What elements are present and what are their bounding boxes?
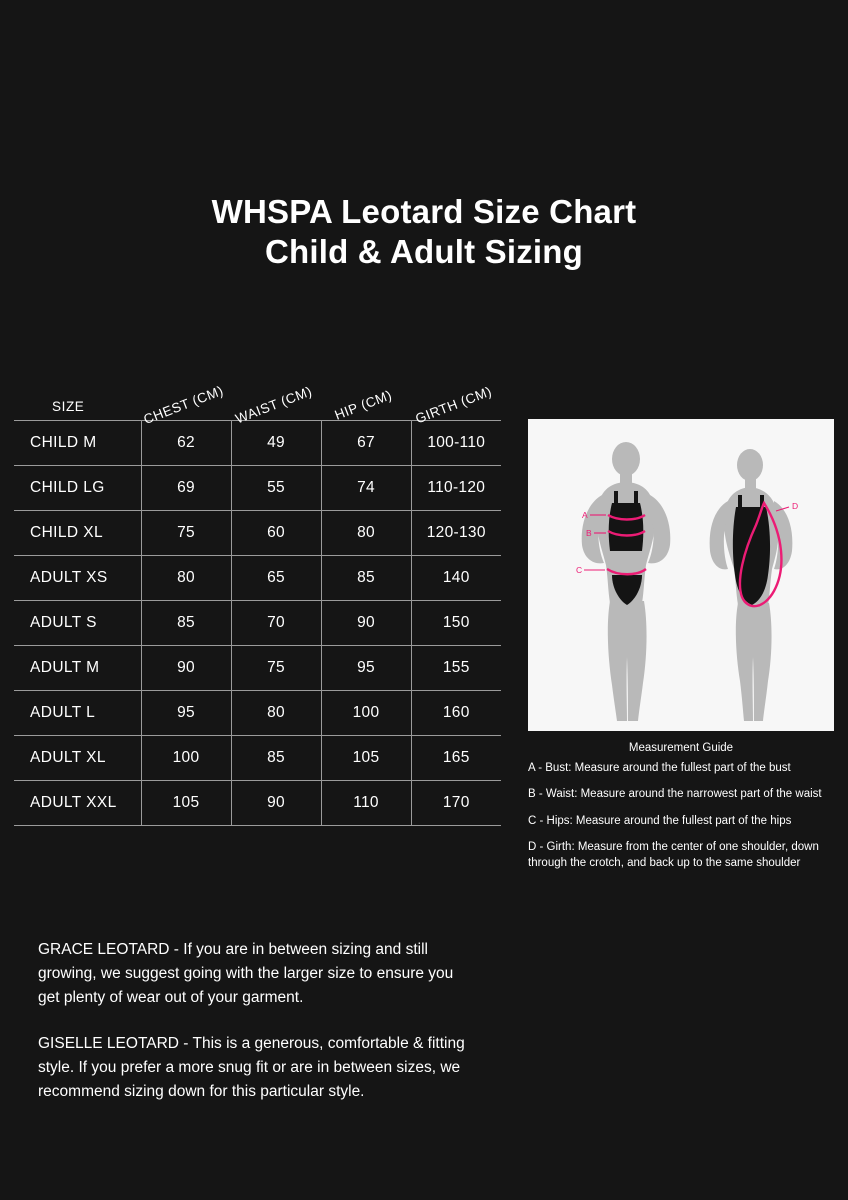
cell-hip: 110 (321, 780, 411, 825)
cell-size: ADULT XL (14, 735, 141, 780)
measurement-guide-list (528, 760, 840, 882)
column-header-chest: CHEST (CM) (141, 382, 226, 427)
size-table-body (14, 420, 501, 825)
label-d: D (792, 501, 799, 511)
cell-girth: 150 (411, 600, 501, 645)
measurement-guide-caption: Measurement Guide (628, 742, 734, 754)
cell-chest: 105 (141, 780, 231, 825)
label-a: A (582, 510, 588, 520)
cell-chest: 69 (141, 465, 231, 510)
cell-waist: 65 (231, 555, 321, 600)
cell-girth: 155 (411, 645, 501, 690)
table-row (14, 555, 501, 600)
cell-waist: 55 (231, 465, 321, 510)
cell-girth: 100-110 (411, 420, 501, 465)
cell-chest: 90 (141, 645, 231, 690)
size-table-header (14, 358, 501, 427)
cell-girth: 120-130 (411, 510, 501, 555)
cell-hip: 67 (321, 420, 411, 465)
cell-size: ADULT S (14, 600, 141, 645)
cell-size: ADULT XS (14, 555, 141, 600)
guide-figures-svg (528, 419, 834, 731)
guide-item-hips: C - Hips: Measure around the fullest part of the hips (528, 814, 792, 827)
cell-hip: 74 (321, 465, 411, 510)
cell-chest: 80 (141, 555, 231, 600)
column-header-girth: GIRTH (CM) (413, 383, 494, 426)
cell-size: CHILD LG (14, 465, 141, 510)
cell-hip: 100 (321, 690, 411, 735)
cell-size: ADULT L (14, 690, 141, 735)
cell-waist: 85 (231, 735, 321, 780)
cell-girth: 165 (411, 735, 501, 780)
guide-item-girth: D - Girth: Measure from the center of one shoulder, down through the crotch, and back up to the same shoulder (528, 840, 819, 870)
table-row (14, 465, 501, 510)
cell-girth: 140 (411, 555, 501, 600)
cell-girth: 110-120 (411, 465, 501, 510)
cell-chest: 95 (141, 690, 231, 735)
cell-waist: 70 (231, 600, 321, 645)
cell-chest: 85 (141, 600, 231, 645)
cell-size: CHILD M (14, 420, 141, 465)
cell-girth: 160 (411, 690, 501, 735)
page-title-line-2: Child & Adult Sizing (264, 233, 584, 271)
cell-chest: 62 (141, 420, 231, 465)
cell-hip: 105 (321, 735, 411, 780)
table-row (14, 690, 501, 735)
note-giselle-leotard: GISELLE LEOTARD - This is a generous, comfortable & fitting style. If you prefer a more snug fit or are in between sizes, we recommend sizing down for this particular style. (38, 1035, 465, 1101)
table-header-row (14, 358, 501, 420)
cell-hip: 80 (321, 510, 411, 555)
cell-hip: 90 (321, 600, 411, 645)
cell-chest: 100 (141, 735, 231, 780)
cell-waist: 75 (231, 645, 321, 690)
cell-girth: 170 (411, 780, 501, 825)
cell-hip: 95 (321, 645, 411, 690)
note-grace-leotard: GRACE LEOTARD - If you are in between sizing and still growing, we suggest going with the larger size to ensure you get plenty of wear out of your garment. (38, 941, 454, 1007)
cell-waist: 49 (231, 420, 321, 465)
cell-waist: 90 (231, 780, 321, 825)
girth-suit (733, 495, 770, 605)
size-table (14, 358, 501, 826)
cell-waist: 80 (231, 690, 321, 735)
cell-waist: 60 (231, 510, 321, 555)
cell-size: CHILD XL (14, 510, 141, 555)
column-header-waist: WAIST (CM) (232, 383, 314, 426)
table-row (14, 420, 501, 465)
page-title-line-1: WHSPA Leotard Size Chart (211, 193, 637, 230)
measurement-guide-illustration (528, 419, 834, 731)
cell-chest: 75 (141, 510, 231, 555)
table-row (14, 780, 501, 825)
page-title (0, 192, 848, 273)
table-row (14, 510, 501, 555)
label-c: C (576, 565, 583, 575)
table-row (14, 600, 501, 645)
table-row (14, 645, 501, 690)
footer-notes (38, 938, 478, 1126)
cell-size: ADULT M (14, 645, 141, 690)
label-b: B (586, 528, 592, 538)
guide-item-bust: A - Bust: Measure around the fullest part of the bust (528, 762, 791, 774)
column-header-size: SIZE (52, 398, 85, 414)
guide-item-waist: B - Waist: Measure around the narrowest part of the waist (528, 788, 822, 801)
cell-size: ADULT XXL (14, 780, 141, 825)
size-table-container (14, 358, 501, 826)
table-row (14, 735, 501, 780)
cell-hip: 85 (321, 555, 411, 600)
column-header-hip: HIP (CM) (332, 386, 395, 423)
